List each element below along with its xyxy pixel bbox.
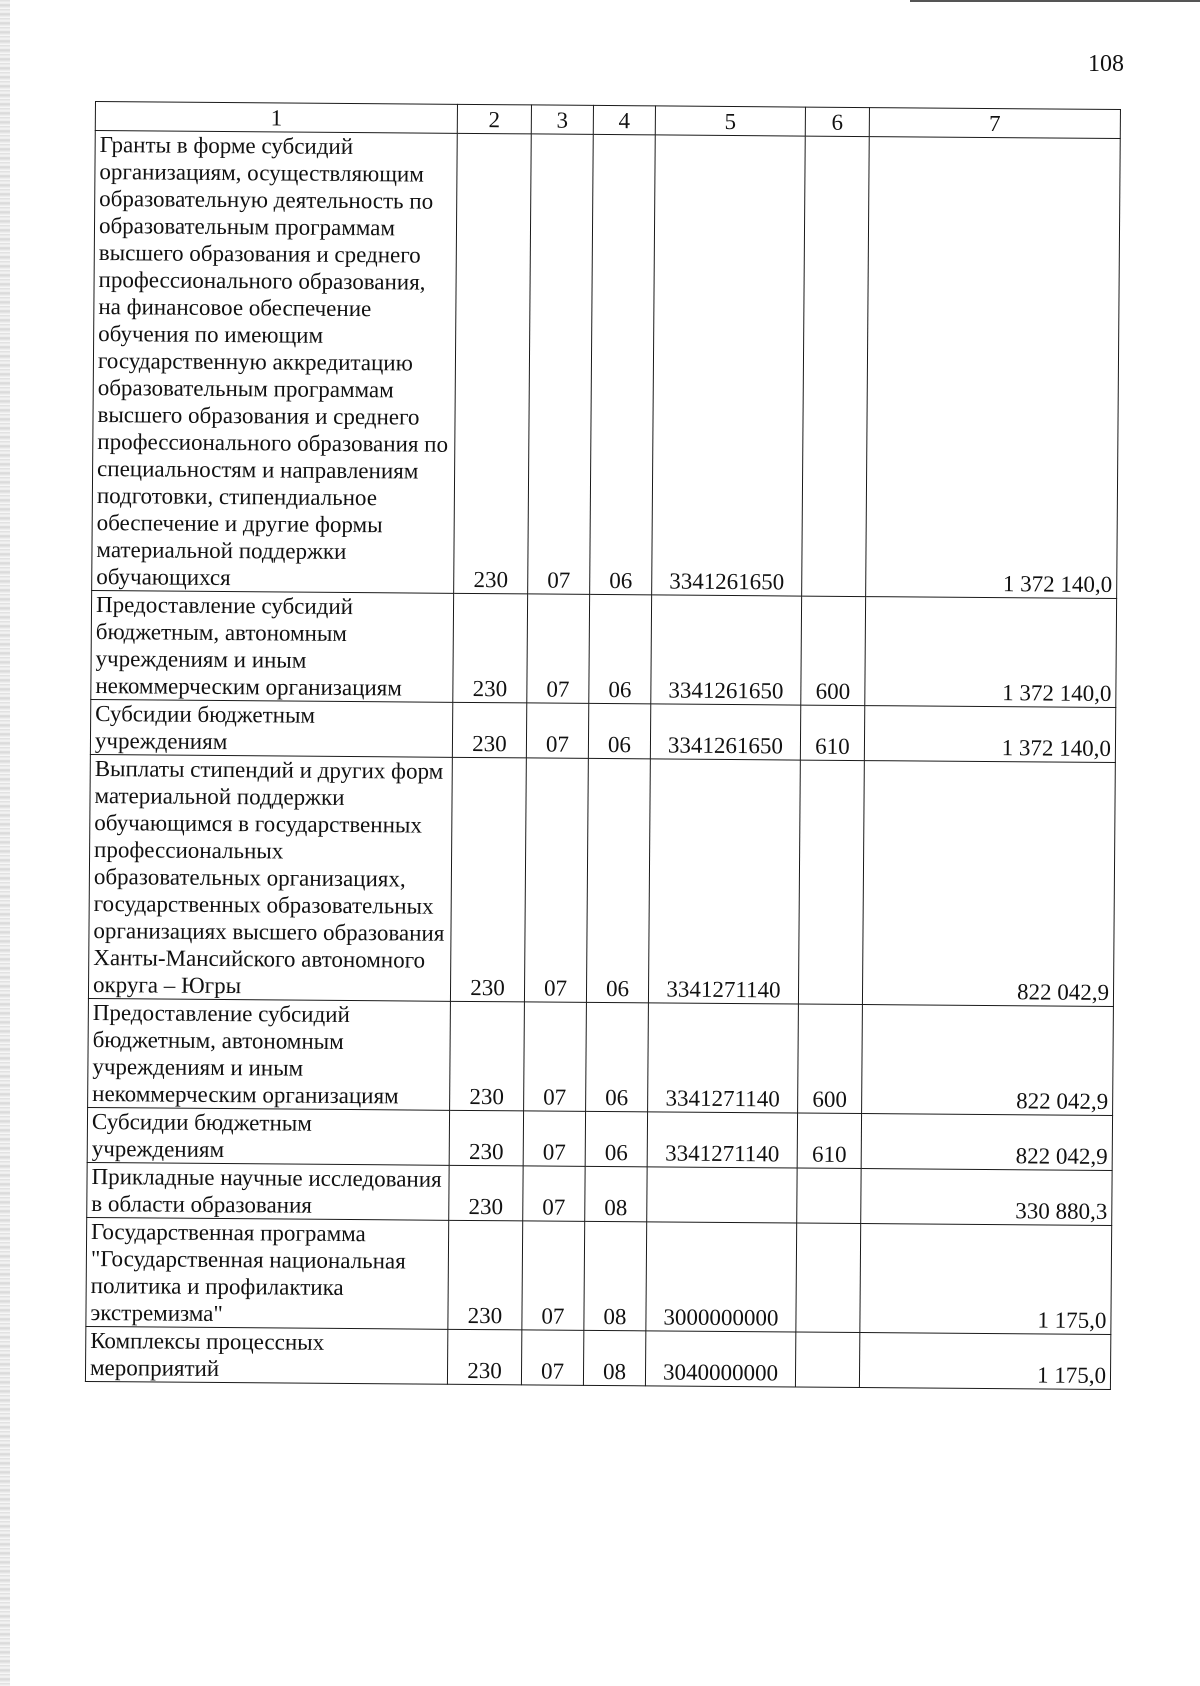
row-amount: 1 372 140,0 [865,597,1117,708]
row-target-article: 3000000000 [646,1222,797,1332]
row-admin-code: 230 [448,1220,523,1330]
table-row [87,1107,1112,1170]
row-section: 07 [526,703,588,758]
header-col-3: 3 [531,105,593,134]
row-name: Гранты в форме субсидий организациям, осуществляющим образовательную деятельность по образовательным программам высшего образования и среднего профессионального образования, на финансовое обеспечение обучения по имеющим государственную аккредитацию образовательным программам высшего образования и среднего профессионального образования по специальностям и направлениям подготовки, стипендиальное обеспечение и другие формы материальной поддержки обучающихся [92,131,458,594]
scan-left-edge [0,0,10,1686]
row-amount: 822 042,9 [862,761,1115,1007]
row-expense-type: 600 [801,596,866,705]
row-name: Субсидии бюджетным учреждениям [90,699,452,757]
header-col-5: 5 [655,106,805,136]
row-amount: 1 175,0 [860,1224,1112,1335]
budget-table [85,101,1121,1390]
scan-top-edge [910,0,1200,2]
row-subsection: 06 [586,1002,649,1111]
row-expense-type [797,1168,861,1224]
row-target-article: 3040000000 [645,1331,795,1387]
row-expense-type [795,1332,859,1388]
row-name: Комплексы процессных мероприятий [85,1326,447,1384]
row-subsection: 06 [585,1111,647,1166]
row-name: Субсидии бюджетным учреждениям [87,1107,449,1165]
row-subsection: 08 [584,1221,647,1330]
table-row [88,998,1114,1115]
row-subsection: 08 [583,1330,645,1385]
row-target-article: 3341261650 [651,595,802,705]
header-col-4: 4 [593,105,655,134]
row-section: 07 [523,1111,585,1166]
header-col-7: 7 [869,108,1120,139]
row-expense-type: 610 [800,705,864,761]
budget-table-sheet [85,101,1120,1390]
row-amount: 822 042,9 [862,1005,1114,1116]
row-target-article: 3341271140 [647,1112,797,1168]
row-target-article: 3341271140 [648,1003,799,1113]
row-admin-code: 230 [450,1001,525,1111]
row-section: 07 [524,758,588,1002]
page-number: 108 [1088,51,1124,77]
table-row [92,131,1121,599]
table-row [90,699,1115,762]
row-name: Выплаты стипендий и других форм материальной поддержки обучающимся в государственных профессиональных образовательных организациях, государственных образовательных организациях высшего образования Ханты-Мансийского автономного округа – Югры [88,754,452,1001]
row-name: Предоставление субсидий бюджетным, автономным учреждениям и иным некоммерческим организациям [88,998,451,1110]
row-subsection: 06 [590,134,656,594]
row-admin-code: 230 [449,1110,523,1166]
row-target-article: 3341261650 [650,704,800,760]
row-subsection: 06 [586,758,650,1002]
row-section: 07 [527,594,590,703]
row-expense-type [802,136,870,596]
row-name: Государственная программа "Государственная национальная политика и профилактика экстремизма" [86,1217,449,1329]
row-expense-type [798,760,864,1004]
row-admin-code: 230 [450,757,526,1002]
row-admin-code: 230 [449,1165,523,1221]
row-subsection: 06 [588,703,650,758]
row-amount: 822 042,9 [861,1114,1112,1171]
table-row [85,1326,1110,1389]
table-row [86,1217,1112,1334]
row-target-article: 3341271140 [648,759,800,1004]
table-row [87,1162,1112,1225]
row-name: Прикладные научные исследования в области образования [87,1162,449,1220]
row-admin-code: 230 [447,1329,521,1385]
row-section: 07 [521,1330,583,1385]
header-col-1: 1 [95,102,457,134]
row-expense-type [796,1223,861,1332]
row-target-article [647,1167,797,1223]
row-expense-type: 610 [797,1113,861,1169]
row-amount: 1 175,0 [859,1333,1110,1390]
row-admin-code: 230 [454,133,532,594]
row-amount: 1 372 140,0 [864,706,1115,763]
row-name: Предоставление субсидий бюджетным, автономным учреждениям и иным некоммерческим организациям [91,590,454,702]
table-row [88,754,1115,1006]
row-target-article: 3341261650 [652,135,806,596]
header-col-6: 6 [805,107,869,137]
row-section: 07 [523,1166,585,1221]
row-admin-code: 230 [452,702,526,758]
header-col-2: 2 [457,104,531,134]
row-subsection: 08 [585,1166,647,1221]
table-row [91,590,1117,707]
row-section: 07 [528,134,594,594]
row-amount: 1 372 140,0 [866,137,1121,599]
row-expense-type: 600 [798,1004,863,1113]
row-subsection: 06 [589,594,652,703]
row-amount: 330 880,3 [861,1169,1112,1226]
row-admin-code: 230 [453,593,528,703]
row-section: 07 [524,1002,587,1111]
row-section: 07 [522,1221,585,1330]
